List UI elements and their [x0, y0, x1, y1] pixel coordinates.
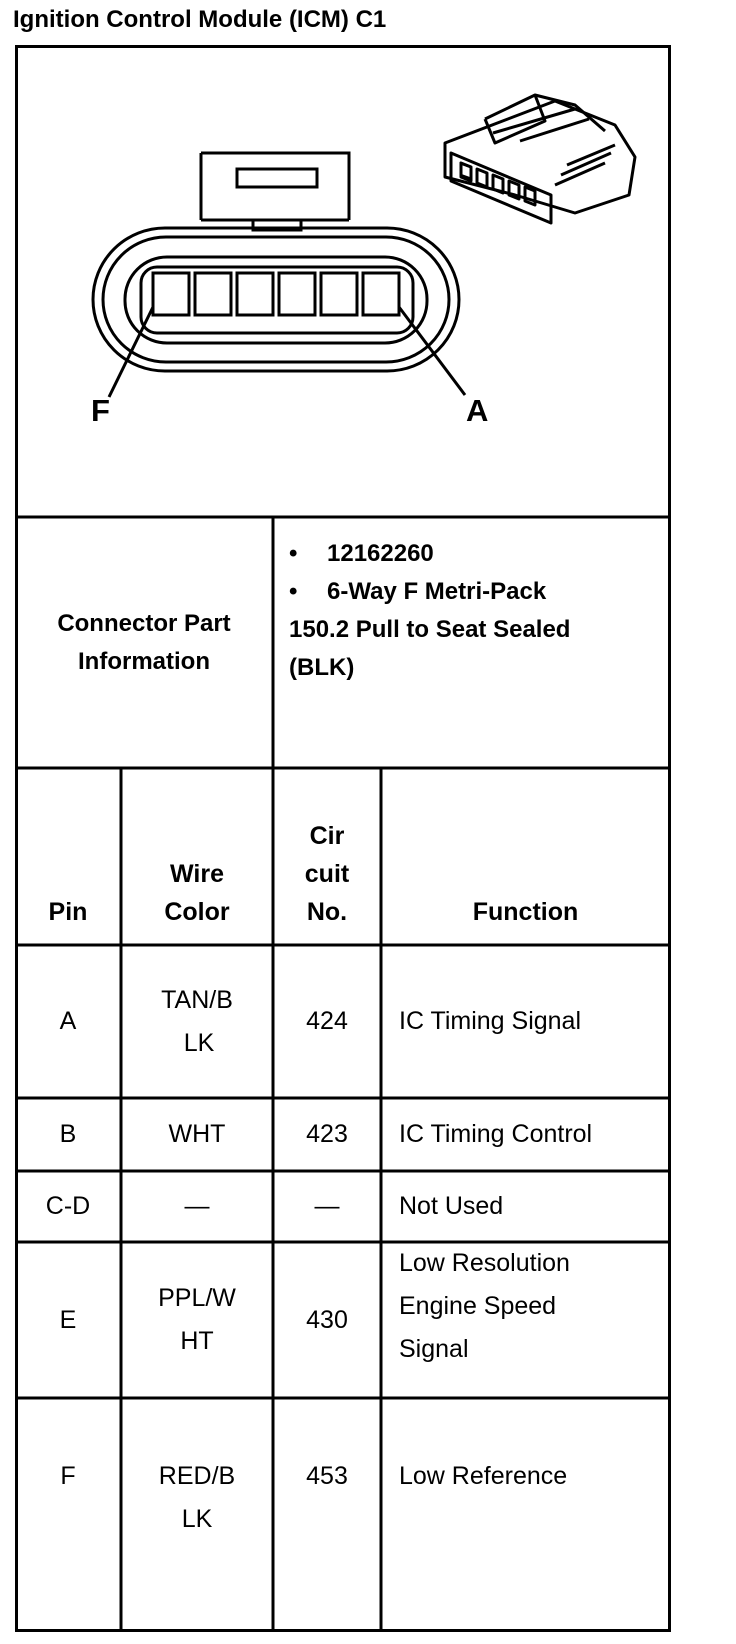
table-row-e-wire: [121, 1242, 273, 1398]
header-circuit-line1: Cir: [309, 822, 345, 850]
table-row-cd-circuit: —: [314, 1192, 340, 1220]
page-title: Ignition Control Module (ICM) C1: [13, 6, 387, 33]
connector-type: 6-Way F Metri-Pack: [327, 578, 547, 605]
table-row-f-pin: F: [60, 1462, 76, 1490]
table-row-e-pin: E: [59, 1305, 77, 1334]
header-function: [381, 768, 670, 945]
row-e-wire-line2: HT: [180, 1327, 214, 1355]
table-row-a-pin: A: [59, 1007, 77, 1035]
table-row-a-circuit: 424: [306, 1007, 348, 1035]
table-row-a-wire: [121, 945, 273, 1098]
table-row-cd-function: Not Used: [399, 1192, 504, 1220]
row-e-function-line2: Engine Speed: [399, 1292, 557, 1320]
row-e-wire-line1: PPL/W: [158, 1284, 236, 1312]
header-pin-text: Pin: [48, 898, 88, 926]
row-e-function-line1: Low Resolution: [399, 1249, 570, 1277]
connector-color: (BLK): [289, 654, 355, 681]
pin-label-f: F: [91, 393, 110, 428]
header-wire-color: [121, 768, 273, 945]
header-function-text: Function: [472, 898, 579, 926]
table-row-a-function: IC Timing Signal: [399, 1007, 582, 1035]
row-e-function-line3: Signal: [399, 1335, 469, 1363]
part-number: 12162260: [327, 540, 434, 567]
table-row-f-wire: [121, 1398, 273, 1631]
table-row-f-circuit: 453: [306, 1462, 348, 1490]
table-row-cd-wire: —: [184, 1192, 210, 1220]
row-a-wire-line2: LK: [183, 1028, 215, 1057]
table-row-b-function: IC Timing Control: [399, 1120, 593, 1148]
table-row-b-wire: WHT: [168, 1120, 226, 1148]
header-circuit-line3: No.: [306, 898, 348, 926]
connector-sheet: [15, 45, 695, 1633]
part-info-label: [15, 517, 273, 768]
table-row-b-circuit: 423: [306, 1120, 348, 1148]
row-f-wire-line1: RED/B: [158, 1462, 236, 1490]
table-row-e-function: [381, 1242, 670, 1398]
table-row-cd-pin: C-D: [45, 1192, 91, 1220]
connector-iso-drawing: [445, 95, 635, 223]
part-info-label-text: Connector Part Information: [57, 609, 231, 675]
header-pin: [15, 768, 121, 945]
table-row-e-circuit: 430: [306, 1305, 348, 1334]
row-a-wire-line1: TAN/B: [161, 985, 233, 1014]
header-circuit-line2: cuit: [304, 860, 350, 888]
header-circuit: [273, 768, 381, 945]
part-info-values: [273, 517, 693, 763]
table-row-b-pin: B: [59, 1120, 77, 1148]
row-f-wire-line2: LK: [181, 1505, 213, 1533]
connector-type-continued: 150.2 Pull to Seat Sealed: [289, 616, 571, 643]
header-wire-color-line2: Color: [164, 898, 230, 926]
header-wire-color-line1: Wire: [170, 860, 224, 888]
table-row-f-function: Low Reference: [399, 1462, 568, 1490]
connector-face-drawing: [93, 153, 465, 397]
pin-label-a: A: [466, 393, 489, 428]
connector-type-bullet: • 6-Way F Metri-Pack: [289, 573, 693, 611]
part-number-bullet: • 12162260: [289, 535, 693, 573]
